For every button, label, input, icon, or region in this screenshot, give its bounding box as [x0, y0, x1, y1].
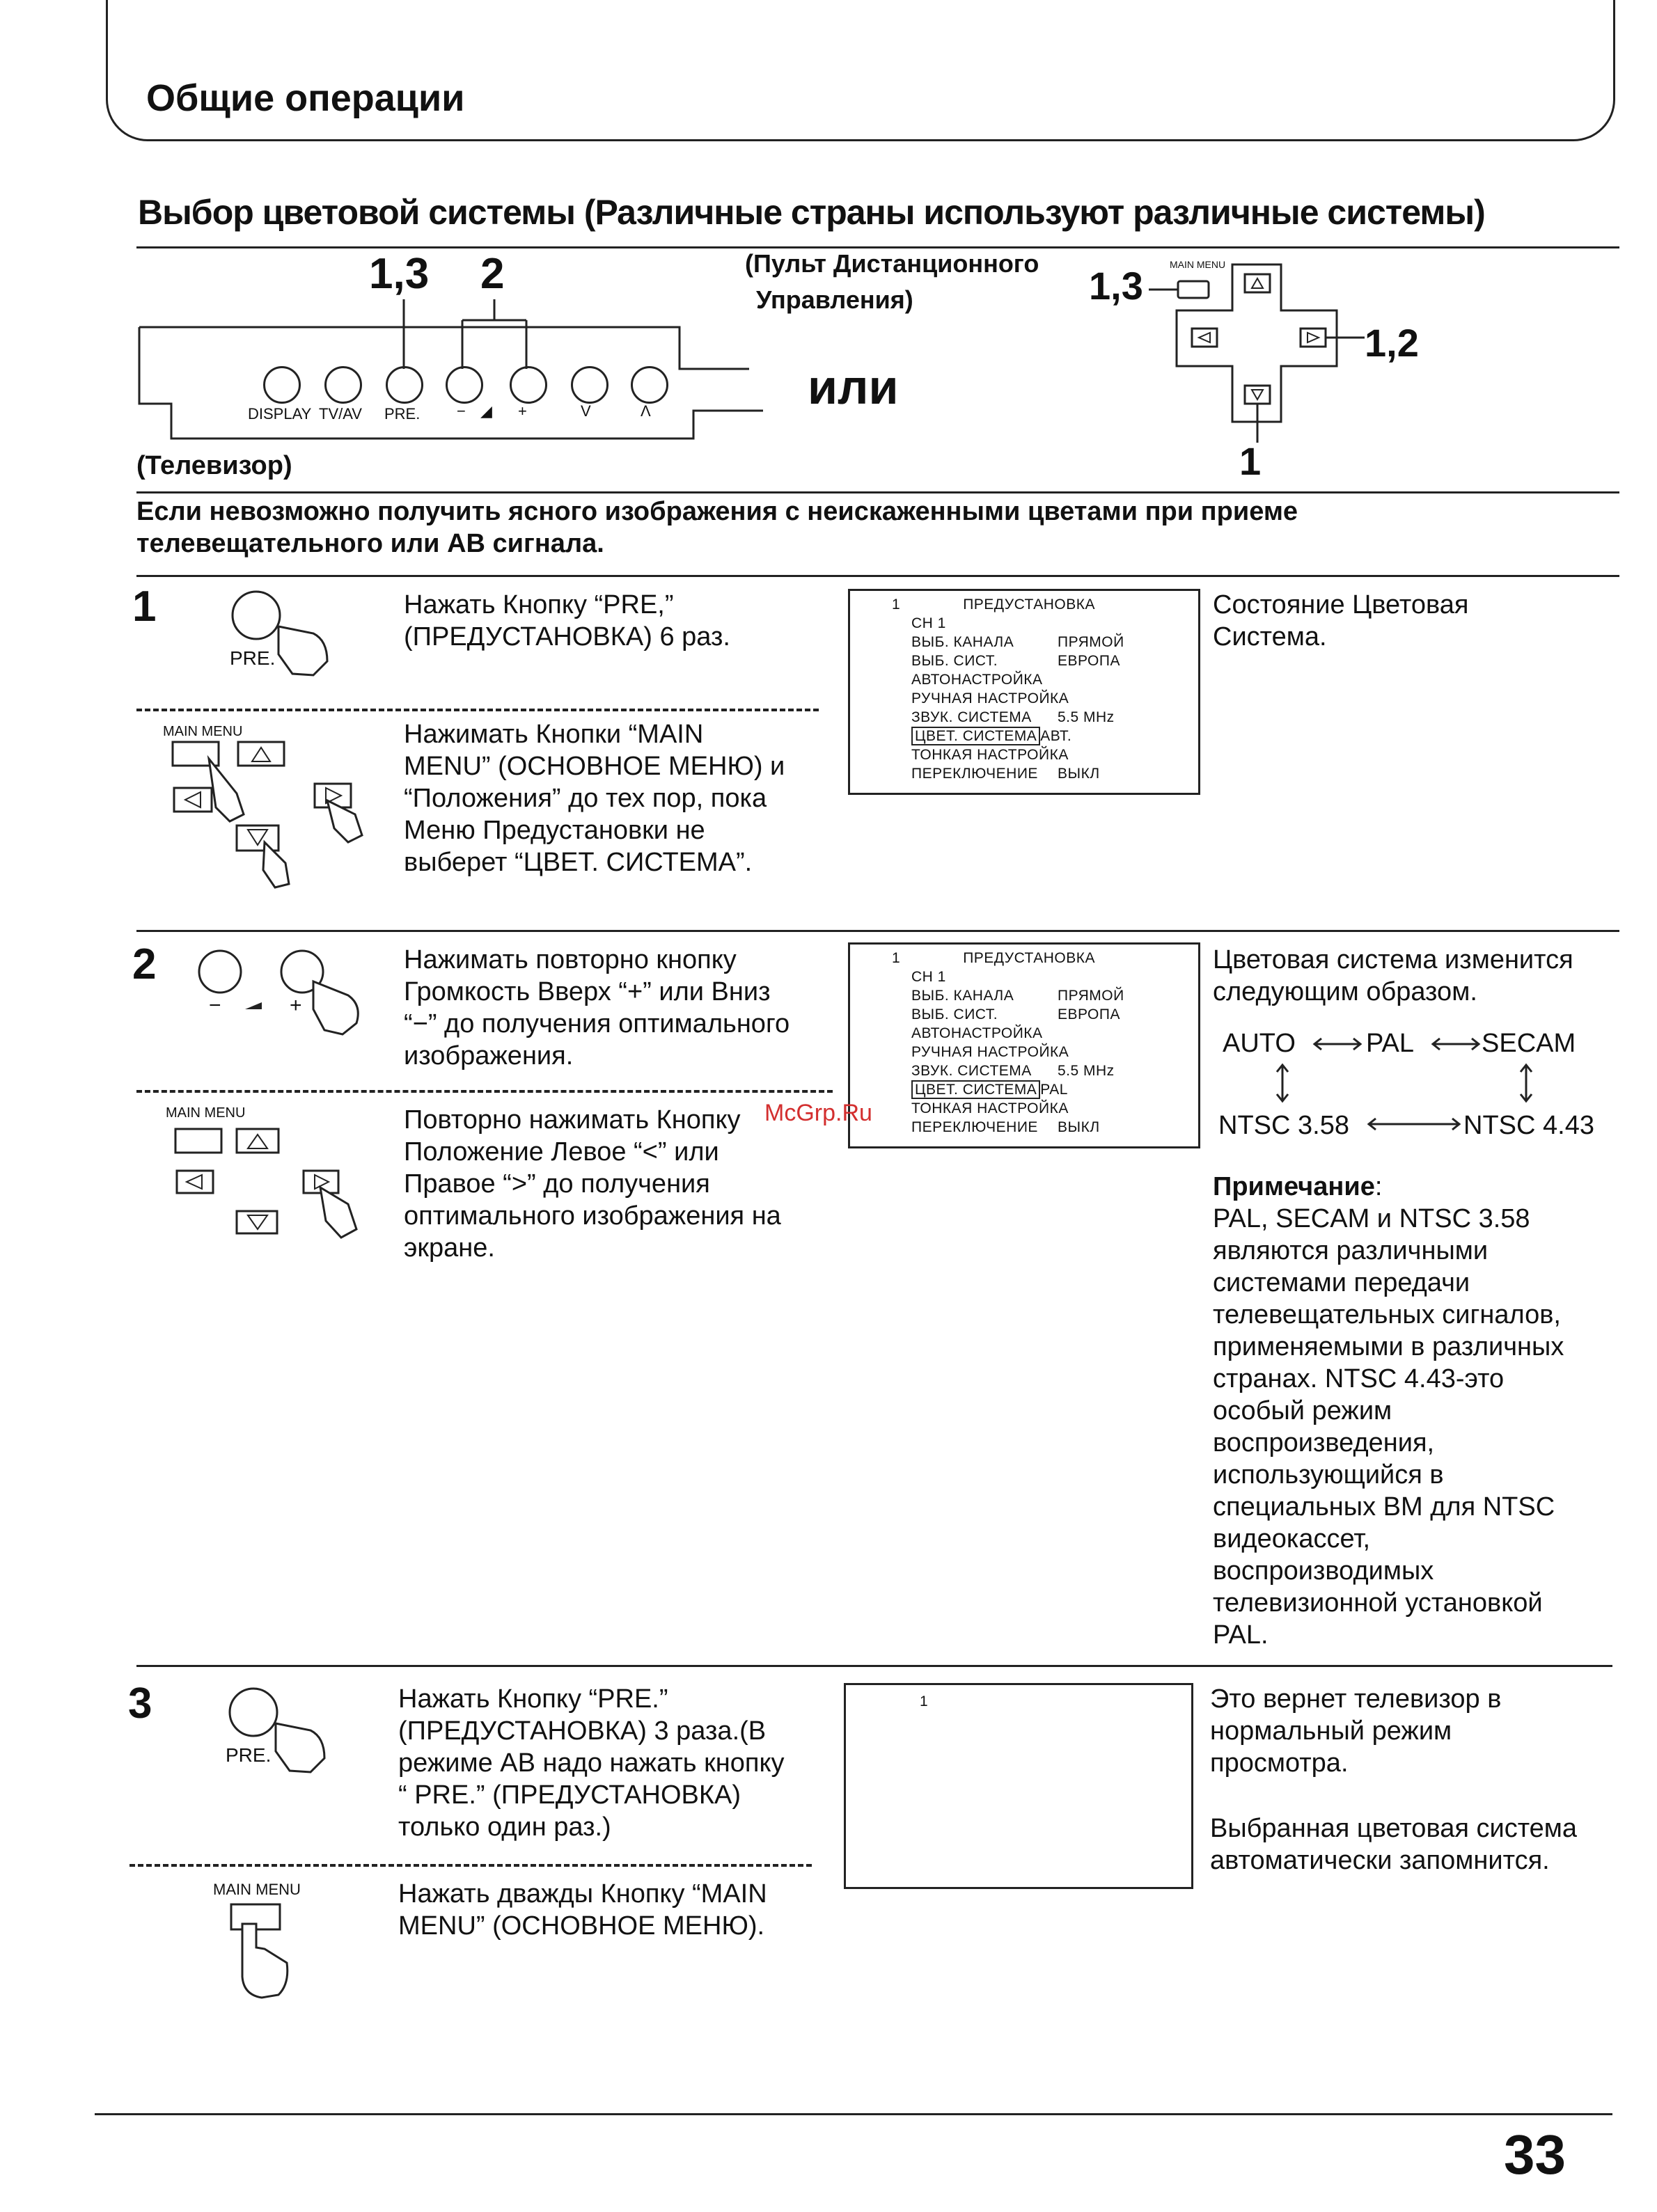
- divider: [136, 1665, 1612, 1667]
- divider: [136, 246, 1619, 248]
- intro-line-1: Если невозможно получить ясного изображения с неискаженными цветами при приеме: [136, 497, 1298, 526]
- cycle-pal: PAL: [1366, 1029, 1415, 1058]
- step-2-number: 2: [132, 940, 157, 988]
- dashed-divider: [136, 1090, 833, 1093]
- step-2-text-a: Нажимать повторно кнопку Громкость Вверх “+” или Вниз “−” до получения оптимального изображения.: [404, 945, 790, 1071]
- step-2-side-text: Цветовая система изменится следующим образом.: [1213, 945, 1573, 1006]
- label-display: DISPLAY: [248, 405, 312, 422]
- label-lambda: Λ: [641, 402, 651, 420]
- tv-caption: (Телевизор): [136, 451, 292, 480]
- menu-row: РУЧНАЯ НАСТРОЙКА: [911, 1044, 1069, 1060]
- main-menu-label: MAIN MENU: [163, 724, 243, 739]
- divider: [136, 930, 1619, 932]
- menu-rows: [850, 967, 1198, 1137]
- label-minus: −: [457, 402, 466, 420]
- remote-arrow-press-icon: [167, 1118, 376, 1257]
- volume-button-press-icon: [195, 947, 376, 1044]
- menu-row: ТОНКАЯ НАСТРОЙКА: [911, 747, 1069, 763]
- cycle-ntsc443: NTSC 4.43: [1463, 1111, 1594, 1140]
- remote-callout-1: 1: [1239, 439, 1262, 483]
- divider: [136, 575, 1619, 577]
- intro-line-2: телевещательного или АВ сигнала.: [136, 529, 604, 558]
- step-2-text-b: Повторно нажимать Кнопку Положение Левое “<” или Правое “>” до получения оптимального изображения на экране.: [404, 1105, 781, 1263]
- section-title: Выбор цветовой системы (Различные страны используют различные системы): [138, 193, 1485, 232]
- menu-row: ВЫБ. КАНАЛА ПРЯМОЙ: [911, 634, 1124, 650]
- step-3-text-a: Нажать Кнопку “PRE.” (ПРЕДУСТАНОВКА) 3 раза.(В режиме АВ надо нажать кнопку “ PRE.” (ПРЕДУСТАНОВКА) только один раз.): [398, 1684, 785, 1842]
- ch-down-circle: [571, 366, 608, 404]
- label-tvav: TV/AV: [319, 405, 362, 422]
- or-text: или: [808, 360, 899, 414]
- label-volume: ◢: [480, 402, 492, 420]
- menu-header-title: ПРЕДУСТАНОВКА: [963, 597, 1095, 613]
- main-menu-label: MAIN MENU: [166, 1105, 246, 1121]
- note-body: PAL, SECAM и NTSC 3.58 являются различными системами передачи телевещательных сигналов, применяемыми в различных странах. NTSC 4.43-это особый режим воспроизведения, использующийся в специальных ВМ для NTSC видеокассет, воспроизводимых телевизионной установкой PAL.: [1213, 1204, 1564, 1650]
- cycle-auto: AUTO: [1223, 1029, 1296, 1058]
- dashed-divider: [136, 709, 819, 711]
- main-menu-label: MAIN MENU: [213, 1881, 301, 1898]
- menu-row: ВЫБ. СИСТ. ЕВРОПА: [911, 653, 1120, 669]
- remote-caption-2: Управления): [756, 285, 913, 314]
- menu-row-selected: ЦВЕТ. СИСТЕМА PAL: [911, 1080, 1198, 1099]
- preset-menu-screen-2: [848, 942, 1200, 1148]
- menu-rows: [850, 614, 1198, 783]
- pre-label: PRE.: [226, 1744, 272, 1766]
- remote-callout-1-3: 1,3: [1089, 264, 1143, 308]
- step-1-text-b: Нажимать Кнопки “MAIN MENU” (ОСНОВНОЕ МЕНЮ) и “Положения” до тех пор, пока Меню Предустановки не выберет “ЦВЕТ. СИСТЕМА”.: [404, 720, 785, 877]
- step-3-side-text-b: Выбранная цветовая система автоматически запомнится.: [1210, 1814, 1578, 1875]
- page-number: 33: [1504, 2124, 1566, 2186]
- note-title: Примечание:: [1213, 1172, 1383, 1201]
- dashed-divider: [129, 1864, 812, 1867]
- step-1-text-a: Нажать Кнопку “PRE,” (ПРЕДУСТАНОВКА) 6 раз.: [404, 590, 730, 651]
- divider: [136, 491, 1619, 493]
- label-v: V: [581, 402, 591, 420]
- cycle-ntsc358: NTSC 3.58: [1218, 1111, 1349, 1140]
- pre-button-circle: [386, 366, 423, 404]
- menu-row: ВЫБ. КАНАЛА ПРЯМОЙ: [911, 988, 1124, 1004]
- callout-2: 2: [480, 250, 505, 298]
- pre-label: PRE.: [230, 647, 276, 669]
- display-button-circle: [263, 366, 301, 404]
- menu-header-num: 1: [892, 597, 901, 613]
- color-system-cycle-arrows: [1211, 1030, 1601, 1135]
- vol-plus-label: +: [290, 994, 302, 1017]
- step-1-number: 1: [132, 583, 157, 631]
- label-plus: +: [518, 402, 527, 420]
- header-frame: [106, 0, 1615, 141]
- main-menu-press-icon: [223, 1900, 320, 2005]
- label-pre: PRE.: [384, 405, 421, 422]
- screen-channel-num: 1: [920, 1693, 929, 1709]
- preset-menu-screen-1: [848, 589, 1200, 795]
- menu-row-selected: ЦВЕТ. СИСТЕМА АВТ.: [911, 727, 1198, 745]
- menu-row: РУЧНАЯ НАСТРОЙКА: [911, 690, 1069, 706]
- remote-caption-1: (Пульт Дистанционного: [745, 249, 1039, 278]
- menu-row: АВТОНАСТРОЙКА: [911, 672, 1043, 688]
- tv-screen-normal: [844, 1683, 1193, 1889]
- menu-header-title: ПРЕДУСТАНОВКА: [963, 950, 1095, 966]
- menu-header-num: 1: [892, 950, 901, 966]
- menu-row: АВТОНАСТРОЙКА: [911, 1025, 1043, 1041]
- menu-row: CH 1: [911, 969, 946, 985]
- step-1-side-text: Состояние Цветовая Система.: [1213, 590, 1469, 651]
- menu-row: ВЫБ. СИСТ. ЕВРОПА: [911, 1006, 1120, 1022]
- menu-row: CH 1: [911, 615, 946, 631]
- remote-buttons-press-icon: [167, 738, 376, 891]
- cycle-secam: SECAM: [1482, 1029, 1576, 1058]
- remote-callout-1-2: 1,2: [1365, 321, 1419, 365]
- vol-plus-circle: [510, 366, 547, 404]
- step-3-side-text-a: Это вернет телевизор в нормальный режим просмотра.: [1210, 1684, 1502, 1778]
- menu-row: ЗВУК. СИСТЕМА 5.5 MHz: [911, 1063, 1115, 1079]
- watermark: McGrp.Ru: [764, 1100, 872, 1126]
- remote-main-menu-label: MAIN MENU: [1170, 259, 1226, 270]
- step-3-number: 3: [128, 1680, 152, 1728]
- step-3-text-b: Нажать дважды Кнопку “MAIN MENU” (ОСНОВНОЕ МЕНЮ).: [398, 1879, 767, 1941]
- ch-up-circle: [631, 366, 668, 404]
- menu-row: ПЕРЕКЛЮЧЕНИЕ ВЫКЛ: [911, 1119, 1100, 1135]
- menu-row: ЗВУК. СИСТЕМА 5.5 MHz: [911, 709, 1115, 725]
- footer-divider: [95, 2113, 1612, 2115]
- callout-1-3: 1,3: [369, 250, 430, 298]
- vol-minus-label: −: [209, 994, 221, 1017]
- tvav-button-circle: [324, 366, 362, 404]
- menu-row: ТОНКАЯ НАСТРОЙКА: [911, 1100, 1069, 1116]
- menu-row: ПЕРЕКЛЮЧЕНИЕ ВЫКЛ: [911, 766, 1100, 782]
- remote-keypad-diagram: [1142, 262, 1372, 457]
- vol-minus-circle: [446, 366, 483, 404]
- page-title: Общие операции: [146, 77, 465, 119]
